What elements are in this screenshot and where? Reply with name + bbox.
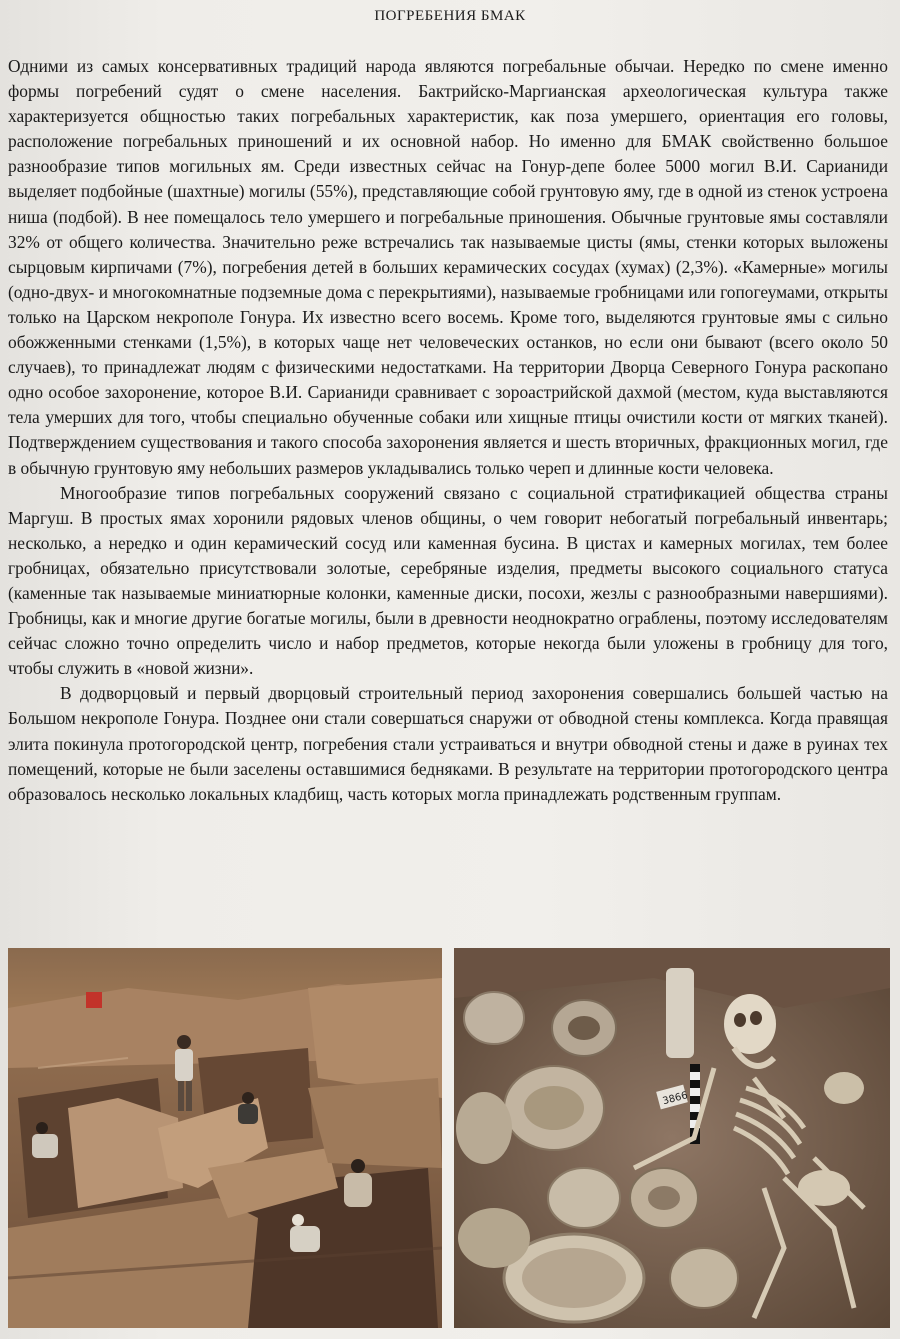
body-text	[8, 54, 888, 807]
paragraph-2: Многообразие типов погребальных сооружений связано с социальной стратификацией общества страны Маргуш. В простых ямах хоронили рядовых членов общины, о чем говорит небогатый погребальный инвентарь; несколько, а нередко и один керамический сосуд или каменная бусина. В цистах и камерных могилах, тем более гробницах, обязательно присутствовали золотые, серебряные изделия, предметы высокого социального статуса (каменные так называемые миниатюрные колонки, каменные диски, посохи, жезлы с разнообразными навершиями). Гробницы, как и многие другие богатые могилы, были в древности неоднократно ограблены, поэтому исследователям сейчас сложно точно определить число и набор предметов, которые некогда были уложены в гробницу для того, чтобы служить в «новой жизни».	[8, 482, 888, 679]
excavation-photo-image	[8, 948, 442, 1328]
burial-photo-image	[454, 948, 890, 1328]
paragraph-3: В додворцовый и первый дворцовый строительный период захоронения совершались большей частью на Большом некрополе Гонура. Позднее они стали совершаться снаружи от обводной стены комплекса. Когда правящая элита покинула протогородской центр, погребения стали устраиваться и внутри обводной стены и даже в руинах тех помещений, которые не были заселены оставшимися бедняками. В результате на территории протогородского центра образовалось несколько локальных кладбищ, часть которых могла принадлежать родственным группам.	[8, 683, 888, 804]
find-number-label: 3866	[661, 1090, 689, 1108]
burial-photo	[454, 948, 890, 1328]
page-title: ПОГРЕБЕНИЯ БМАК	[374, 8, 526, 24]
paragraph-1: Одними из самых консервативных традиций народа являются погребальные обычаи. Нередко по смене именно формы погребений судят о смене населения. Бактрийско-Маргианская археологическая культура также характеризуется общностью таких погребальных характеристик, как поза умершего, ориентация его головы, расположение погребальных приношений и их основной набор. Но именно для БМАК свойственно большое разнообразие типов могильных ям. Среди известных сейчас на Гонур-депе более 5000 могил В.И. Сарианиди выделяет подбойные (шахтные) могилы (55%), представляющие собой грунтовую яму, где в одной из стенок устроена ниша (подбой). В нее помещалось тело умершего и погребальные приношения. Обычные грунтовые ямы составляли 32% от общего количества. Значительно реже встречались так называемые цисты (ямы, стенки которых выложены сырцовым кирпичами (7%), погребения детей в больших керамических сосудах (хумах) (2,3%). «Камерные» могилы (одно-двух- и многокомнатные подземные дома с перекрытиями), называемые гробницами или гопогеумами, открыты только на Царском некрополе Гонура. Их известно всего восемь. Кроме того, выделяются грунтовые ямы с сильно обожженными стенками (1,5%), в которых чаще нет человеческих останков, но если они бывают (всего около 50 случаев), то принадлежат людям с физическими недостатками. На территории Дворца Северного Гонура раскопано одно особое захоронение, которое В.И. Сарианиди сравнивает с зороастрийской дахмой (местом, куда выставляются тела умерших для того, чтобы специально обученные собаки или хищные птицы очистили кости от мягких тканей). Подтверждением существования и такого способа захоронения является и шесть вторичных, фракционных могил, где в обычную грунтовую яму небольших размеров укладывались только череп и длинные кости человека.	[8, 56, 888, 478]
excavation-photo	[8, 948, 442, 1328]
